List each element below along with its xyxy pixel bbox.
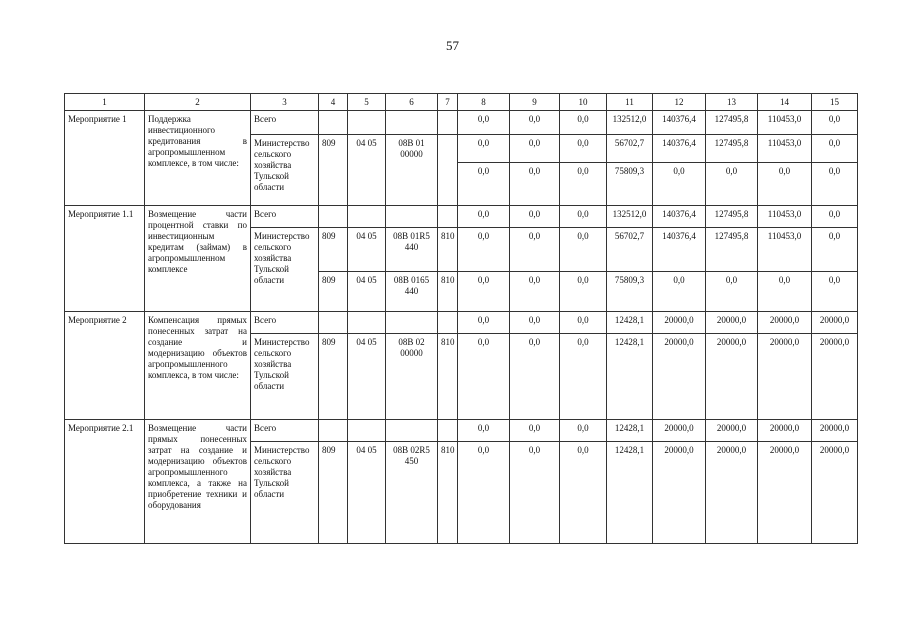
- executor: Министерство сельского хозяйства Тульской области: [251, 228, 319, 312]
- code-cell: 809: [319, 334, 348, 420]
- value-cell: 0,0: [560, 334, 607, 420]
- header-cell: 13: [706, 94, 758, 111]
- value-cell: 20000,0: [653, 334, 706, 420]
- header-cell: 7: [438, 94, 458, 111]
- value-cell: 20000,0: [812, 420, 858, 442]
- code-cell: 04 05: [348, 228, 386, 272]
- code-cell: 08В 01 00000: [386, 135, 438, 206]
- value-cell: 0,0: [510, 111, 560, 135]
- value-cell: 0,0: [812, 111, 858, 135]
- value-cell: 0,0: [560, 228, 607, 272]
- total-label: Всего: [251, 312, 319, 334]
- header-cell: 12: [653, 94, 706, 111]
- measure-code: Мероприятие 1.1: [65, 206, 145, 312]
- header-cell: 10: [560, 94, 607, 111]
- value-cell: 12428,1: [607, 420, 653, 442]
- value-cell: 20000,0: [653, 442, 706, 544]
- value-cell: 110453,0: [758, 228, 812, 272]
- value-cell: 0,0: [653, 163, 706, 206]
- value-cell: 0,0: [510, 206, 560, 228]
- header-cell: 4: [319, 94, 348, 111]
- value-cell: 127495,8: [706, 135, 758, 163]
- value-cell: 0,0: [510, 272, 560, 312]
- header-cell: 11: [607, 94, 653, 111]
- code-cell: 809: [319, 442, 348, 544]
- value-cell: 20000,0: [758, 312, 812, 334]
- value-cell: 20000,0: [706, 334, 758, 420]
- value-cell: 20000,0: [653, 420, 706, 442]
- value-cell: 140376,4: [653, 206, 706, 228]
- header-cell: 9: [510, 94, 560, 111]
- header-cell: 5: [348, 94, 386, 111]
- code-cell: 809: [319, 135, 348, 206]
- value-cell: 56702,7: [607, 135, 653, 163]
- value-cell: 0,0: [510, 135, 560, 163]
- value-cell: 0,0: [812, 135, 858, 163]
- code-cell: 809: [319, 272, 348, 312]
- executor: Министерство сельского хозяйства Тульской области: [251, 442, 319, 544]
- code-cell: 08В 02 00000: [386, 334, 438, 420]
- value-cell: 0,0: [458, 228, 510, 272]
- value-cell: 0,0: [458, 334, 510, 420]
- value-cell: 0,0: [812, 163, 858, 206]
- code-cell: 08В 01R5 440: [386, 228, 438, 272]
- table-row: [65, 111, 858, 135]
- value-cell: 75809,3: [607, 272, 653, 312]
- header-cell: 14: [758, 94, 812, 111]
- value-cell: 0,0: [510, 163, 560, 206]
- page-number: 57: [446, 38, 459, 53]
- value-cell: 0,0: [510, 312, 560, 334]
- code-cell: 04 05: [348, 135, 386, 206]
- value-cell: 0,0: [560, 111, 607, 135]
- measure-name: Возмещение части процентной ставки по инвестиционным кредитам (займам) в агропромышленном комплексе: [145, 206, 251, 312]
- value-cell: 20000,0: [706, 420, 758, 442]
- value-cell: 0,0: [560, 163, 607, 206]
- value-cell: 0,0: [458, 111, 510, 135]
- header-cell: 6: [386, 94, 438, 111]
- code-cell: 810: [438, 272, 458, 312]
- value-cell: 0,0: [653, 272, 706, 312]
- header-cell: 3: [251, 94, 319, 111]
- value-cell: 12428,1: [607, 334, 653, 420]
- table-row: [65, 312, 858, 334]
- value-cell: 0,0: [458, 442, 510, 544]
- table-row: [65, 420, 858, 442]
- value-cell: 0,0: [812, 206, 858, 228]
- value-cell: 132512,0: [607, 206, 653, 228]
- measure-name: Поддержка инвестиционного кредитования в агропромышленном комплексе, в том числе:: [145, 111, 251, 206]
- value-cell: 0,0: [458, 420, 510, 442]
- measure-name: Компенсация прямых понесенных затрат на создание и модернизацию объектов агропромышленного комплекса, в том числе:: [145, 312, 251, 420]
- header-cell: 15: [812, 94, 858, 111]
- executor: Министерство сельского хозяйства Тульской области: [251, 334, 319, 420]
- value-cell: 0,0: [560, 206, 607, 228]
- value-cell: 0,0: [812, 228, 858, 272]
- value-cell: 110453,0: [758, 206, 812, 228]
- value-cell: 0,0: [560, 312, 607, 334]
- value-cell: 0,0: [560, 420, 607, 442]
- header-cell: 1: [65, 94, 145, 111]
- value-cell: 20000,0: [706, 442, 758, 544]
- value-cell: 12428,1: [607, 312, 653, 334]
- code-cell: 08В 0165 440: [386, 272, 438, 312]
- value-cell: 20000,0: [706, 312, 758, 334]
- value-cell: 20000,0: [812, 312, 858, 334]
- value-cell: 0,0: [560, 135, 607, 163]
- header-cell: 8: [458, 94, 510, 111]
- value-cell: 20000,0: [653, 312, 706, 334]
- value-cell: 20000,0: [758, 420, 812, 442]
- measure-code: Мероприятие 2.1: [65, 420, 145, 544]
- value-cell: 20000,0: [758, 334, 812, 420]
- total-label: Всего: [251, 206, 319, 228]
- code-cell: 04 05: [348, 272, 386, 312]
- value-cell: 20000,0: [758, 442, 812, 544]
- measure-code: Мероприятие 1: [65, 111, 145, 206]
- value-cell: 132512,0: [607, 111, 653, 135]
- total-label: Всего: [251, 420, 319, 442]
- value-cell: 0,0: [458, 206, 510, 228]
- value-cell: 0,0: [458, 312, 510, 334]
- value-cell: 140376,4: [653, 135, 706, 163]
- value-cell: 127495,8: [706, 206, 758, 228]
- value-cell: 0,0: [758, 163, 812, 206]
- code-cell: 810: [438, 442, 458, 544]
- value-cell: 0,0: [758, 272, 812, 312]
- code-cell: 04 05: [348, 334, 386, 420]
- value-cell: 0,0: [510, 442, 560, 544]
- value-cell: 127495,8: [706, 228, 758, 272]
- code-cell: 810: [438, 228, 458, 272]
- code-cell: 04 05: [348, 442, 386, 544]
- value-cell: 0,0: [458, 163, 510, 206]
- value-cell: 110453,0: [758, 111, 812, 135]
- value-cell: 56702,7: [607, 228, 653, 272]
- code-cell: 810: [438, 334, 458, 420]
- value-cell: 75809,3: [607, 163, 653, 206]
- value-cell: 20000,0: [812, 334, 858, 420]
- value-cell: 0,0: [812, 272, 858, 312]
- value-cell: 127495,8: [706, 111, 758, 135]
- value-cell: 140376,4: [653, 228, 706, 272]
- measure-name: Возмещение части прямых понесенных затрат на создание и модернизацию объектов агропромышленного комплекса, а также на приобретение техники и оборудования: [145, 420, 251, 544]
- value-cell: 12428,1: [607, 442, 653, 544]
- value-cell: 0,0: [510, 420, 560, 442]
- value-cell: 0,0: [458, 272, 510, 312]
- program-table: [64, 93, 858, 544]
- value-cell: 110453,0: [758, 135, 812, 163]
- value-cell: 20000,0: [812, 442, 858, 544]
- header-cell: 2: [145, 94, 251, 111]
- value-cell: 0,0: [510, 228, 560, 272]
- total-label: Всего: [251, 111, 319, 135]
- code-cell: 809: [319, 228, 348, 272]
- measure-code: Мероприятие 2: [65, 312, 145, 420]
- value-cell: 0,0: [560, 442, 607, 544]
- value-cell: 0,0: [458, 135, 510, 163]
- value-cell: 0,0: [706, 163, 758, 206]
- value-cell: 0,0: [510, 334, 560, 420]
- table-row: [65, 206, 858, 228]
- header-row: [65, 94, 858, 111]
- value-cell: 140376,4: [653, 111, 706, 135]
- value-cell: 0,0: [706, 272, 758, 312]
- value-cell: 0,0: [560, 272, 607, 312]
- executor: Министерство сельского хозяйства Тульской области: [251, 135, 319, 206]
- code-cell: 08В 02R5 450: [386, 442, 438, 544]
